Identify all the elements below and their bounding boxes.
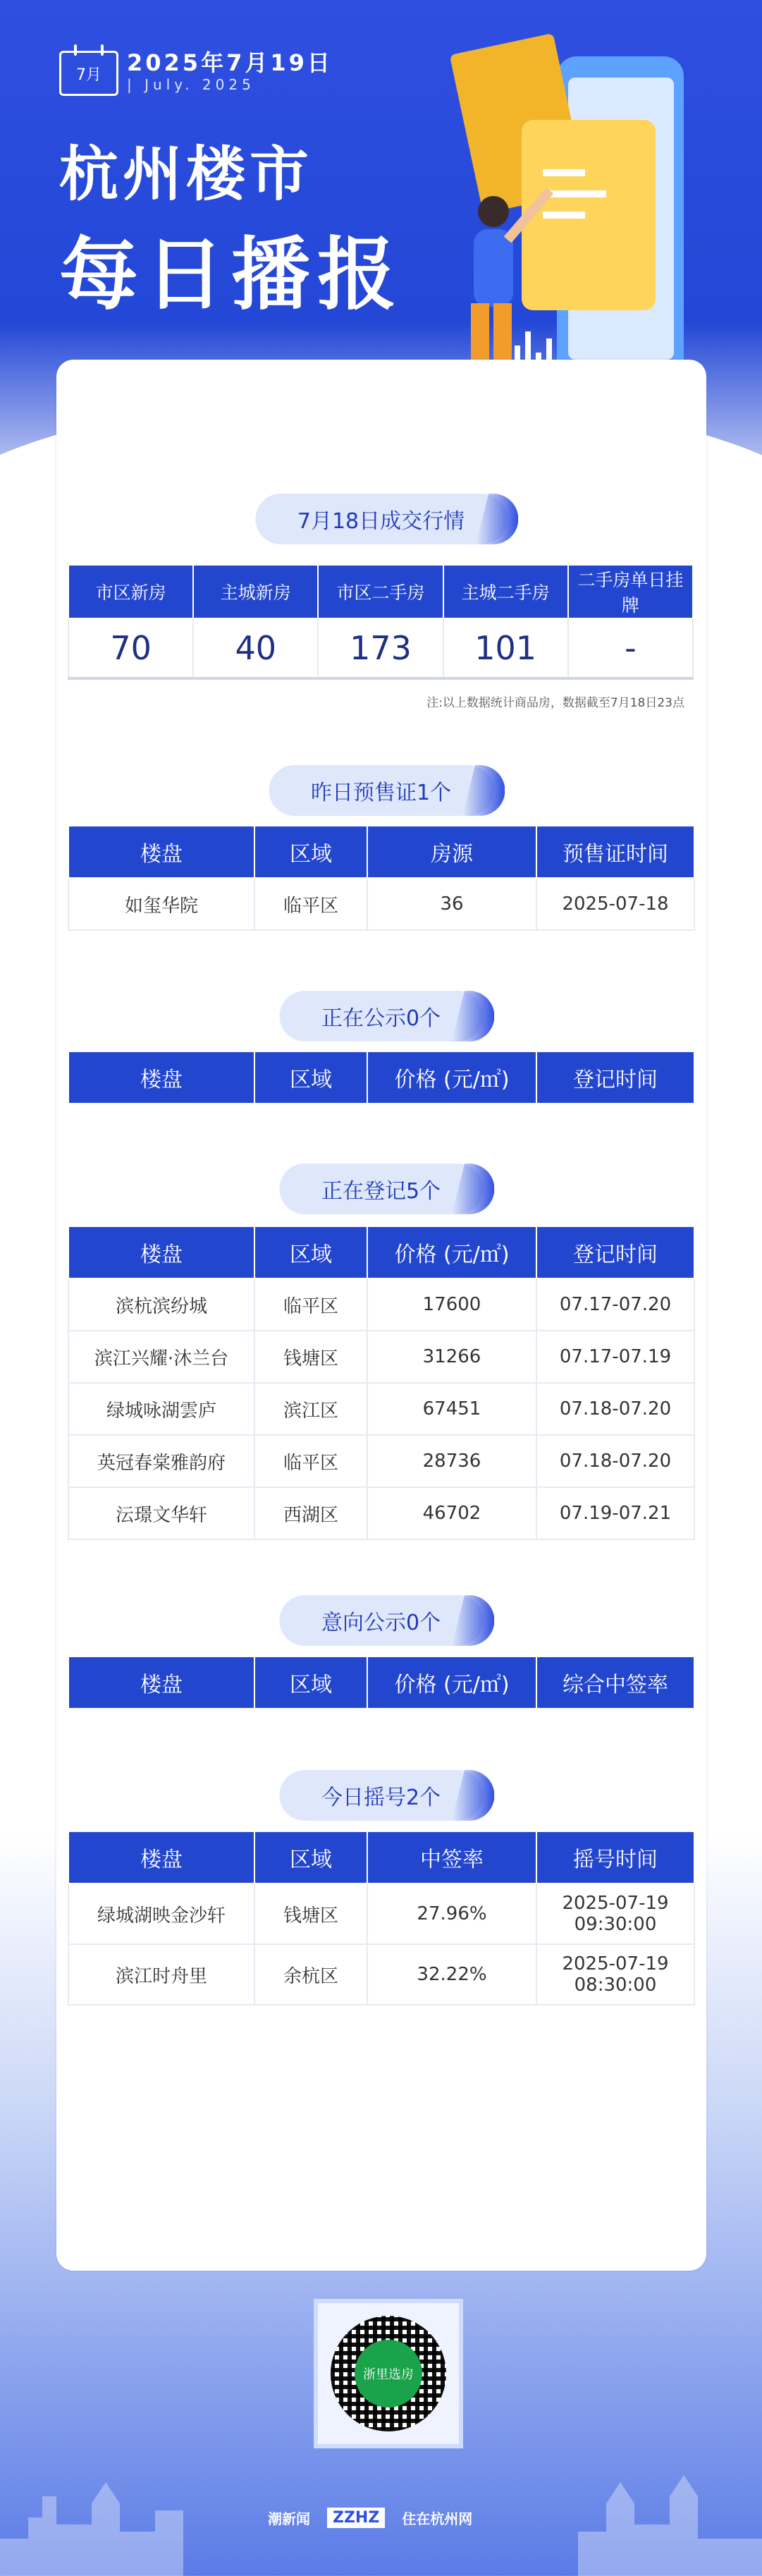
col-header: 二手房单日挂牌 [568, 565, 693, 618]
cell [536, 1884, 694, 1944]
table-row [68, 1278, 694, 1331]
table-row [68, 1487, 694, 1539]
cell: 滨杭滨纷城 [68, 1278, 254, 1331]
date-box-label: 7月 [76, 66, 102, 84]
lottery-time: 09:30:00 [574, 1914, 657, 1935]
col-header: 摇号时间 [536, 1831, 694, 1884]
cell: 07.18-07.20 [536, 1383, 694, 1435]
col-header: 楼盘 [68, 1051, 254, 1104]
title-line2: 每日播报 [59, 229, 403, 321]
registration-table [68, 1226, 695, 1540]
col-header: 预售证时间 [536, 826, 694, 878]
cell: 2025-07-18 [536, 878, 694, 930]
cell: 36 [367, 878, 536, 930]
section-title-presale: 昨日预售证1个 [269, 765, 493, 816]
table-row [68, 1331, 694, 1383]
table-row [68, 878, 694, 930]
cell: 17600 [367, 1278, 536, 1331]
cell: 27.96% [367, 1884, 536, 1944]
qr-code[interactable] [314, 2299, 463, 2448]
cell: 07.17-07.20 [536, 1278, 694, 1331]
date-subtitle: | July. 2025 [127, 76, 255, 93]
cell: 滨江时舟里 [68, 1944, 254, 2005]
table-row [68, 1435, 694, 1487]
cell: 临平区 [254, 1435, 367, 1487]
col-header: 房源 [367, 826, 536, 878]
lottery-time: 08:30:00 [574, 1974, 657, 1996]
cell: 31266 [367, 1331, 536, 1383]
logo-zzhz: ZZHZ [327, 2508, 385, 2528]
qr-label: 浙里选房 [355, 2340, 422, 2407]
stat-value: 40 [193, 618, 318, 678]
stat-value: 173 [318, 618, 443, 678]
section-title-registration: 正在登记5个 [279, 1164, 483, 1214]
title-line1: 杭州楼市 [59, 140, 314, 209]
col-header: 区域 [254, 1656, 367, 1709]
logo-zzhz-site: 住在杭州网 [402, 2510, 473, 2527]
section-title-lottery: 今日摇号2个 [279, 1770, 483, 1821]
stat-value: 70 [68, 618, 193, 678]
table-header-row [68, 1226, 694, 1278]
col-header: 区域 [254, 1831, 367, 1884]
cell: 英冠春棠雅韵府 [68, 1435, 254, 1487]
table-row [68, 1944, 694, 2005]
cell: 67451 [367, 1383, 536, 1435]
table-header-row [68, 1051, 694, 1104]
table-row [68, 1383, 694, 1435]
col-header: 楼盘 [68, 1226, 254, 1278]
stats-note: 注:以上数据统计商品房，数据截至7月18日23点 [426, 696, 684, 710]
cell: 如玺华院 [68, 878, 254, 930]
cell: 临平区 [254, 1278, 367, 1331]
section-title-stats: 7月18日成交行情 [255, 494, 507, 544]
col-header: 中签率 [367, 1831, 536, 1884]
col-header: 市区二手房 [318, 565, 443, 618]
cell: 46702 [367, 1487, 536, 1539]
cell: 临平区 [254, 878, 367, 930]
logo-chaoxinwen: 潮新闻 [268, 2510, 310, 2527]
table-header-row [68, 1831, 694, 1884]
col-header: 登记时间 [536, 1051, 694, 1104]
cell: 绿城咏湖雲庐 [68, 1383, 254, 1435]
cell: 绿城湖映金沙轩 [68, 1884, 254, 1944]
cell: 西湖区 [254, 1487, 367, 1539]
col-header: 综合中签率 [536, 1656, 694, 1709]
cell: 28736 [367, 1435, 536, 1487]
col-header: 价格 (元/㎡) [367, 1226, 536, 1278]
date-line: 2025年7月19日 [127, 49, 333, 76]
public-table [68, 1051, 695, 1104]
cell: 沄璟文华轩 [68, 1487, 254, 1539]
col-header: 区域 [254, 1226, 367, 1278]
col-header: 主城二手房 [443, 565, 568, 618]
col-header: 区域 [254, 1051, 367, 1104]
col-header: 区域 [254, 826, 367, 878]
section-title-public: 正在公示0个 [279, 991, 483, 1042]
stat-value: 101 [443, 618, 568, 678]
presale-table [68, 825, 695, 931]
stat-value: - [568, 618, 693, 678]
section-title-intent: 意向公示0个 [279, 1595, 483, 1646]
cell: 07.18-07.20 [536, 1435, 694, 1487]
intent-table [68, 1656, 695, 1709]
cell: 滨江兴耀·沐兰台 [68, 1331, 254, 1383]
col-header: 主城新房 [193, 565, 318, 618]
table-row [68, 1884, 694, 1944]
col-header: 价格 (元/㎡) [367, 1656, 536, 1709]
lottery-date: 2025-07-19 [562, 1953, 669, 1974]
cell: 07.19-07.21 [536, 1487, 694, 1539]
table-header-row [68, 826, 694, 878]
cell: 余杭区 [254, 1944, 367, 2005]
footer-logos [268, 2503, 472, 2532]
table-header-row [68, 1656, 694, 1709]
cell: 钱塘区 [254, 1884, 367, 1944]
lottery-date: 2025-07-19 [562, 1893, 669, 1914]
col-header: 楼盘 [68, 1831, 254, 1884]
cell: 32.22% [367, 1944, 536, 2005]
cell: 滨江区 [254, 1383, 367, 1435]
cell [536, 1944, 694, 2005]
cell: 07.17-07.19 [536, 1331, 694, 1383]
stats-value-row [68, 618, 693, 678]
cell: 钱塘区 [254, 1331, 367, 1383]
stats-header-row [68, 565, 693, 618]
col-header: 楼盘 [68, 1656, 254, 1709]
col-header: 登记时间 [536, 1226, 694, 1278]
stats-table [68, 564, 694, 680]
calendar-icon [59, 51, 118, 96]
lottery-table [68, 1831, 695, 2006]
col-header: 楼盘 [68, 826, 254, 878]
col-header: 市区新房 [68, 565, 193, 618]
col-header: 价格 (元/㎡) [367, 1051, 536, 1104]
